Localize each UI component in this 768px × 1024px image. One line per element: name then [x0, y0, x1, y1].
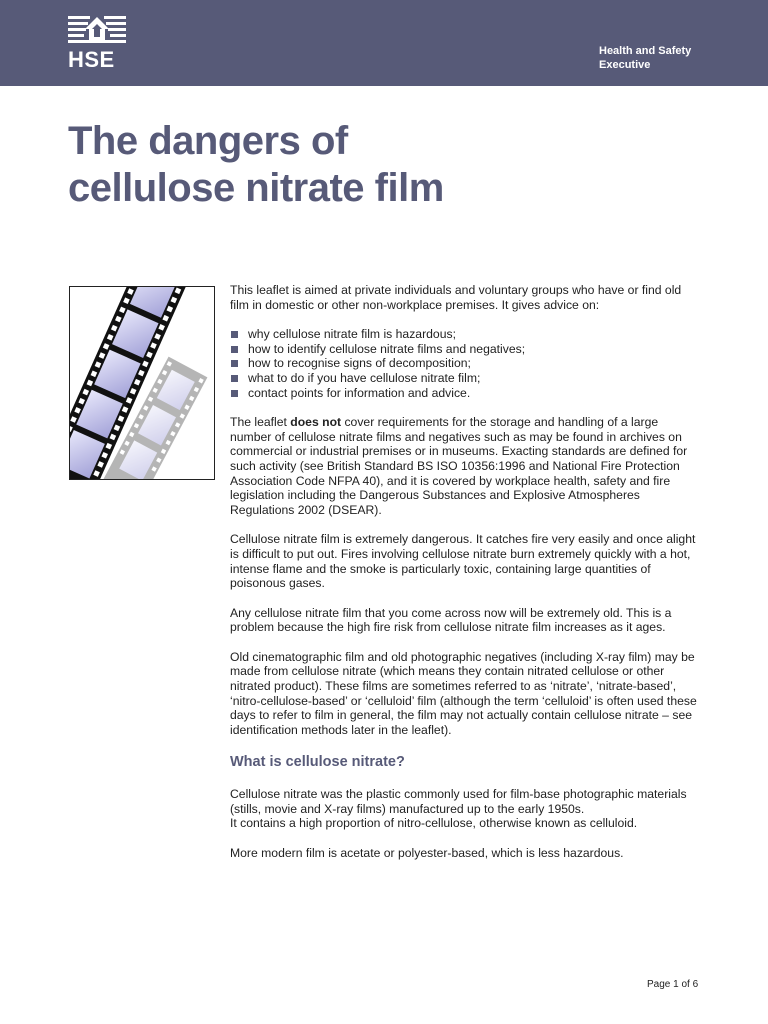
square-bullet-icon	[231, 331, 238, 338]
logo-text: HSE	[68, 47, 115, 72]
emphasis-does-not: does not	[290, 415, 342, 430]
list-item: how to identify cellulose nitrate films and negatives;	[230, 342, 700, 357]
advice-list	[230, 327, 700, 400]
square-bullet-icon	[231, 360, 238, 367]
modern-film-paragraph: More modern film is acetate or polyester-based, which is less hazardous.	[230, 845, 624, 860]
title-line-1: The dangers of	[68, 119, 348, 163]
list-item: what to do if you have cellulose nitrate film;	[230, 371, 700, 386]
page-number: Page 1 of 6	[647, 979, 699, 990]
film-strip-illustration	[69, 286, 215, 480]
age-paragraph: Any cellulose nitrate film that you come across now will be extremely old. This is a problem because the high fire risk from cellulose nitrate film increases as it ages.	[230, 605, 672, 635]
page-title	[68, 118, 444, 212]
section-heading: What is cellulose nitrate?	[230, 754, 405, 771]
danger-paragraph: Cellulose nitrate film is extremely dangerous. It catches fire very easily and once alight is difficult to put out. Fires involving cellulose nitrate burn extremely quickly with a hot, intense flame and the smoke is particularly toxic, containing large quantities of poisonous gases.	[230, 532, 696, 591]
definition-paragraph: Cellulose nitrate was the plastic commonly used for film-base photographic materials (stills, movie and X-ray films) manufactured up to the early 1950s. It contains a high proportion of nitro-cellulose, otherwise known as celluloid.	[230, 787, 687, 831]
main-content	[230, 283, 700, 875]
old-film-paragraph: Old cinematographic film and old photographic negatives (including X-ray film) may be made from cellulose nitrate (which means they contain nitrated cellulose or other nitrated product). These films are sometimes referred to as ‘nitrate’, ‘nitrate-based’, ‘nitro-cellulose-based’ or ‘celluloid’ film (although the term ‘celluloid’ is often used these days to refer to film in general, the film may not actually contain cellulose nitrate – see identification methods later in the leaflet).	[230, 649, 697, 737]
list-item: contact points for information and advice.	[230, 386, 700, 401]
scope-paragraph: The leaflet does not cover requirements for the storage and handling of a large number of cellulose nitrate films and negatives such as may be found in archives on commercial or industrial premises or in museums. Exacting standards are defined for such activity (see British Standard BS ISO 10356:1996 and National Fire Protection Association Code NFPA 40), and it is covered by workplace health, safety and fire legislation including the Dangerous Substances and Explosive Atmospheres Regulations 2002 (DSEAR).	[230, 415, 688, 517]
organisation-name	[599, 44, 691, 72]
org-line-2: Executive	[599, 59, 651, 71]
title-line-2: cellulose nitrate film	[68, 166, 444, 210]
square-bullet-icon	[231, 346, 238, 353]
square-bullet-icon	[231, 375, 238, 382]
square-bullet-icon	[231, 390, 238, 397]
header-bar	[0, 0, 768, 86]
org-line-1: Health and Safety	[599, 45, 692, 57]
list-item: why cellulose nitrate film is hazardous;	[230, 327, 700, 342]
film-strip-icon	[70, 287, 215, 480]
list-item: how to recognise signs of decomposition;	[230, 356, 700, 371]
intro-paragraph: This leaflet is aimed at private individuals and voluntary groups who have or find old film in domestic or other non-workplace premises. It gives advice on:	[230, 283, 682, 312]
